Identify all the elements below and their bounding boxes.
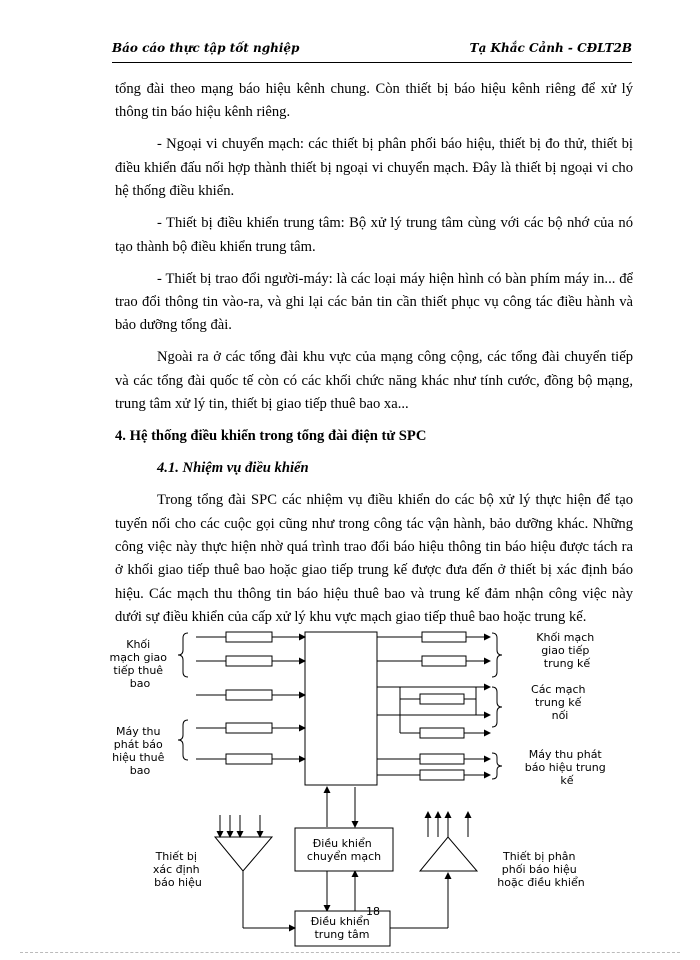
body-text (115, 78, 633, 638)
header-title: Báo cáo thực tập tốt nghiệp (112, 41, 300, 55)
paragraph: - Thiết bị trao đổi người-máy: là các loại máy hiện hình có bàn phím máy in... để trao đổi thông tin vào-ra, và ghi lại các bản tin cần thiết phục vụ công tác điều hành và bảo dưỡng tổng đài. (115, 270, 633, 334)
paragraph: - Ngoại vi chuyển mạch: các thiết bị phân phối báo hiệu, thiết bị đo thử, thiết bị điều khiển đấu nối hợp thành thiết bị ngoại vi chuyển mạch. Đây là thiết bị ngoại vi cho hệ thống điều khiển. (115, 136, 633, 200)
signal-detector-triangle (215, 837, 272, 871)
switching-network-block (305, 632, 377, 785)
label-central-control: Điều khiển trung tâm (310, 915, 370, 941)
label-signal-distributor: Thiết bị phân phối báo hiệu hoặc điều khiển (497, 850, 585, 889)
paragraph: Ngoài ra ở các tổng đài khu vực của mạng công cộng, các tổng đài chuyển tiếp và các tổng đài quốc tế còn có các khối chức năng khác như tính cước, đồng bộ mạng, trung tâm xử lý tin, thiết bị giao tiếp thuê bao xa... (115, 349, 633, 413)
page-footer-rule (20, 952, 680, 953)
paragraph: Trong tổng đài SPC các nhiệm vụ điều khiển do các bộ xử lý thực hiện để tạo tuyến nối cho các cuộc gọi cũng như trong công tác vận hành, bảo dưỡng khác. Những công việc này thực hiện nhờ quá trình trao đổi báo hiệu thông tin báo hiệu được tách ra ở khối giao tiếp thuê bao hoặc giao tiếp trung kế được đưa đến ở thiết bị xác định báo hiệu. Các mạch thu thông tin báo hiệu thuê bao và trung kế đảm nhận công việc này dưới sự điều khiển của cấp xử lý khu vực mạch giao tiếp thuê bao hoặc trung kế. (115, 492, 633, 626)
label-subscriber-receiver: Máy thu phát báo hiệu thuê bao (112, 725, 165, 777)
header-author: Tạ Khắc Cảnh - CĐLT2B (469, 41, 632, 55)
label-trunk-receiver: Máy thu phát báo hiệu trung kế (524, 748, 606, 787)
section-heading: 4. Hệ thống điều khiển trong tổng đài điện tử SPC (115, 428, 427, 445)
page-header (112, 40, 632, 63)
signal-distributor-triangle (420, 837, 477, 871)
paragraph: tổng đài theo mạng báo hiệu kênh chung. Còn thiết bị báo hiệu kênh riêng để xử lý thông tin báo hiệu kênh riêng. (115, 81, 633, 121)
label-signal-detector: Thiết bị xác định báo hiệu (152, 850, 202, 889)
label-switch-control: Điều khiển chuyển mạch (306, 837, 382, 863)
label-trunk-circuits: Các mạch trung kế nối (531, 683, 586, 722)
label-trunk-interface: Khối mạch giao tiếp trung kế (536, 631, 595, 670)
page-number: 18 (366, 905, 380, 918)
subsection-heading: 4.1. Nhiệm vụ điều khiển (157, 460, 309, 477)
paragraph: - Thiết bị điều khiển trung tâm: Bộ xử lý trung tâm cùng với các bộ nhớ của nó tạo thành bộ điều khiển trung tâm. (115, 215, 633, 255)
label-subscriber-interface: Khối mạch giao tiếp thuê bao (109, 638, 167, 690)
control-system-diagram (0, 615, 700, 960)
